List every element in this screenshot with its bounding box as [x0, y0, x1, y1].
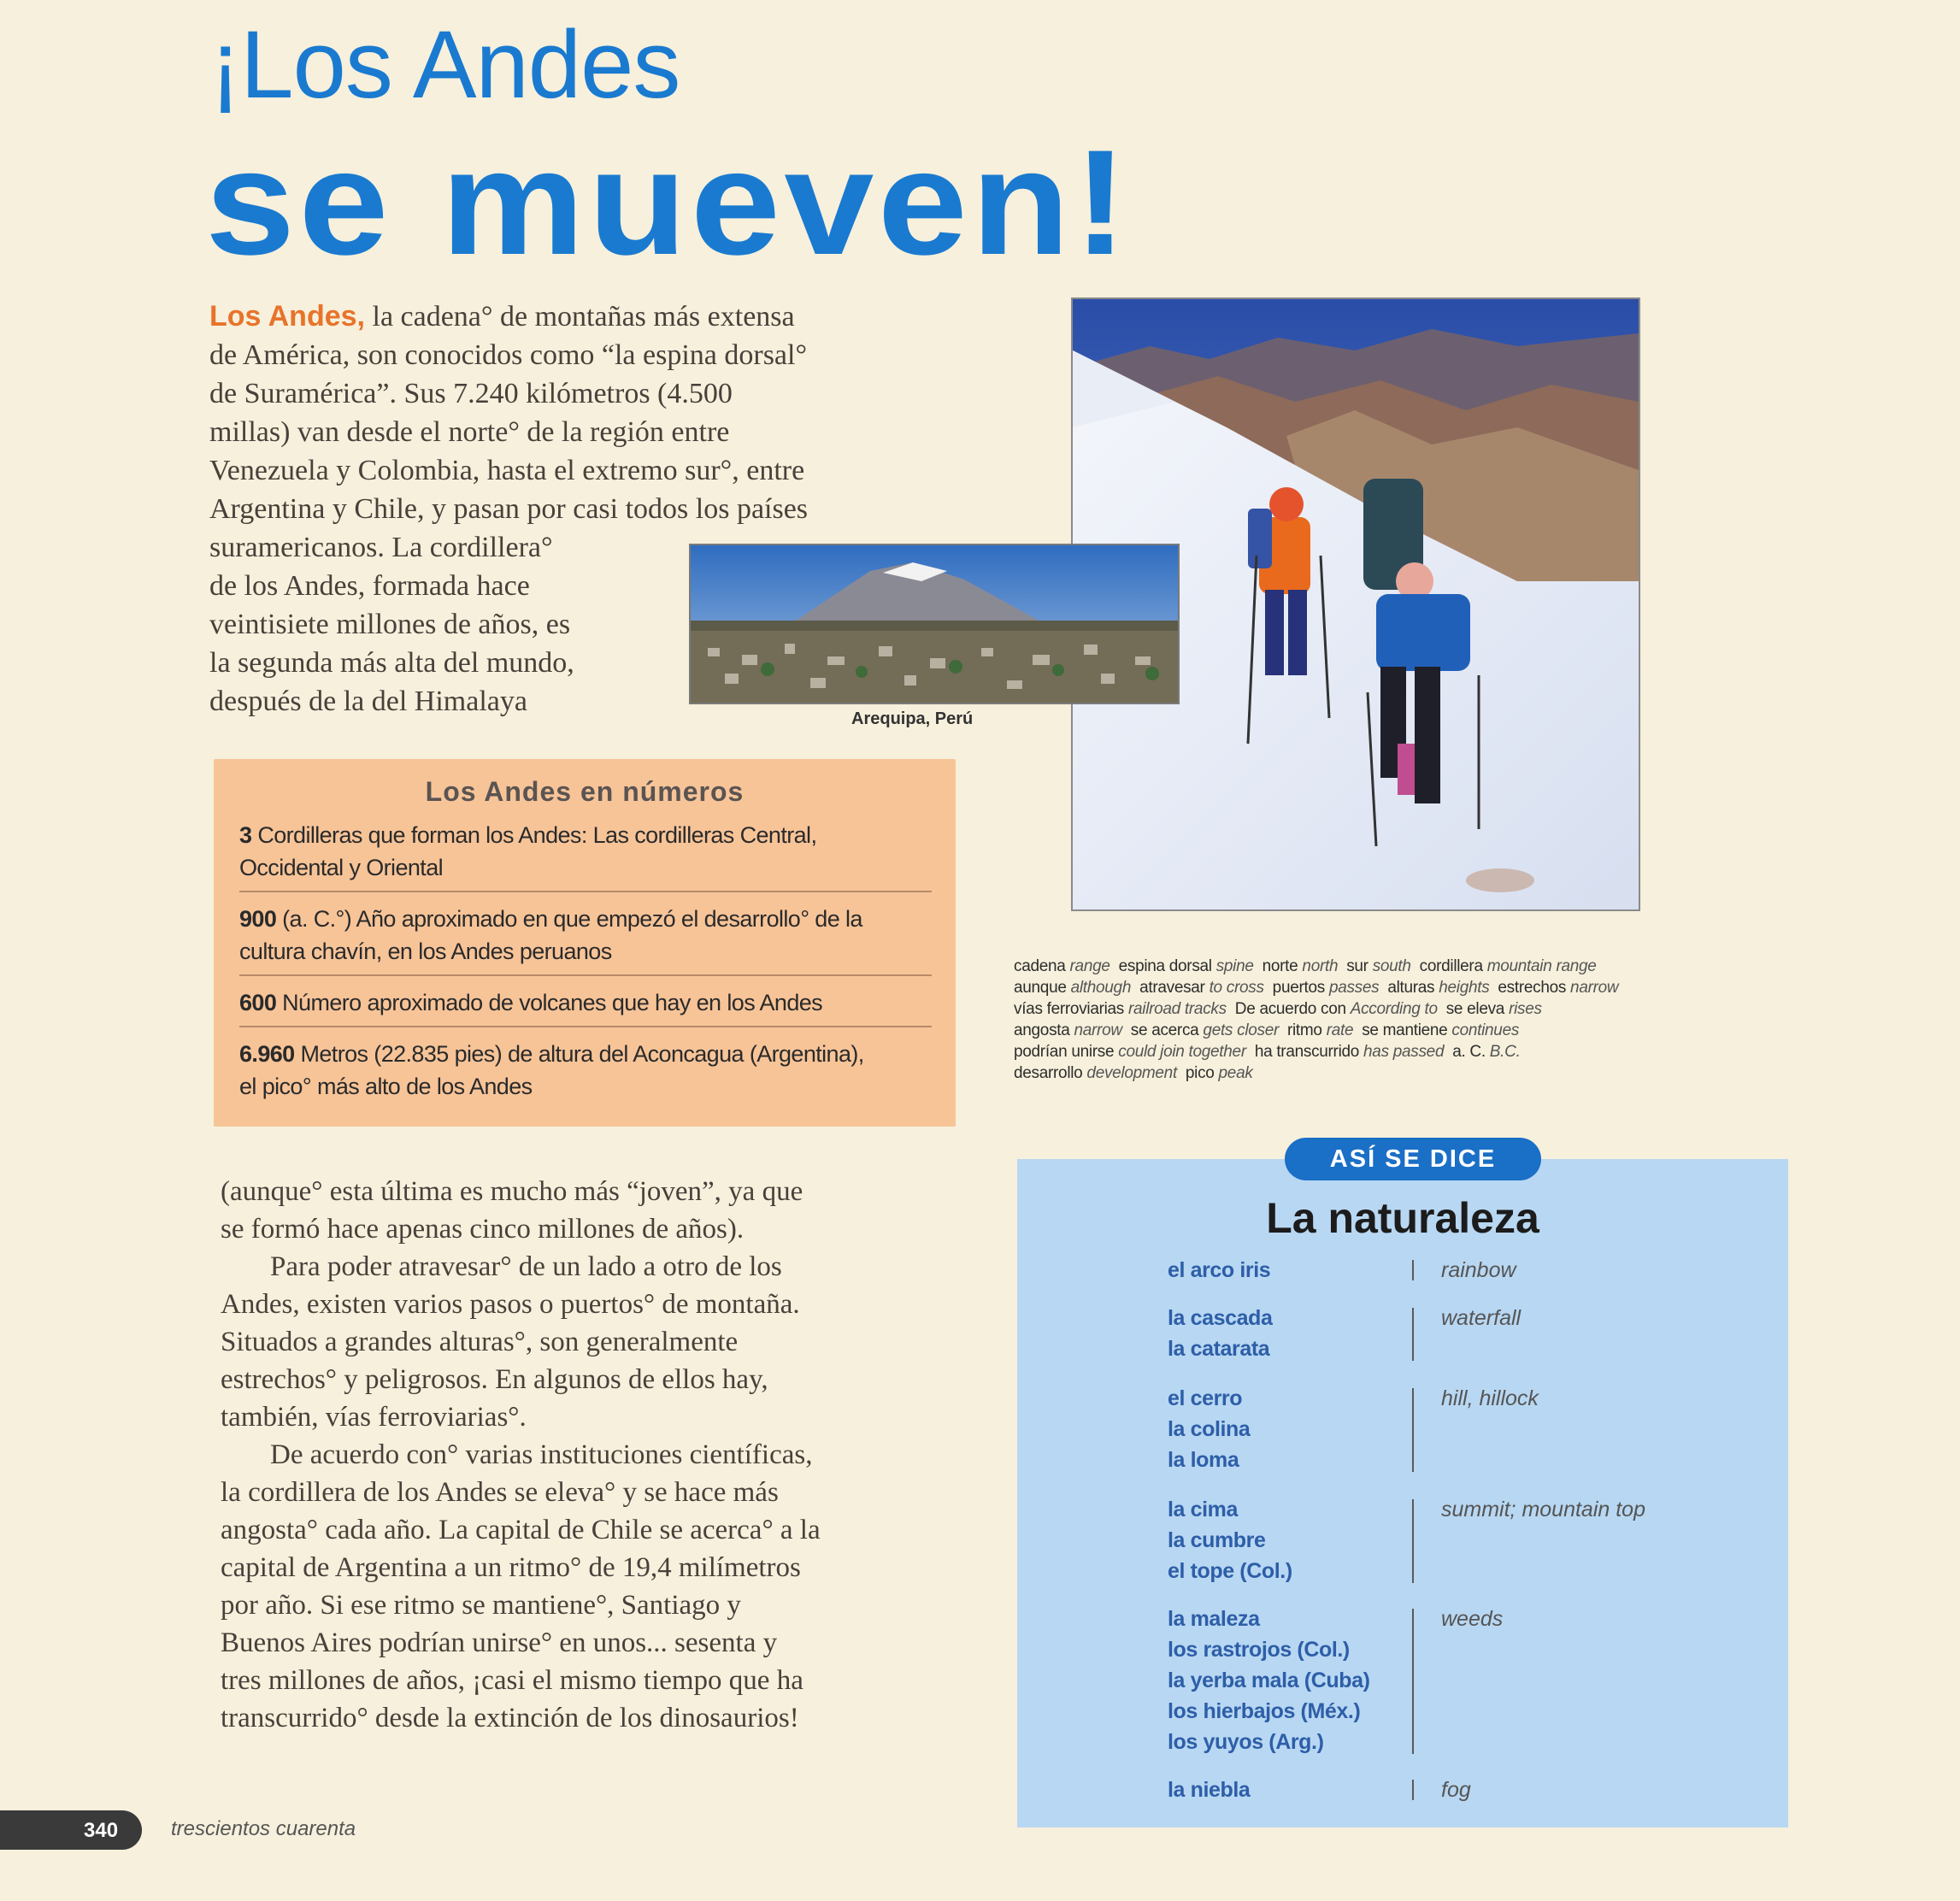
vocab-group-es: la niebla [1168, 1778, 1251, 1802]
body-line: Situados a grandes alturas°, son generalmente [221, 1327, 739, 1357]
intro-line: Argentina y Chile, y pasan por casi todos los países [209, 493, 809, 525]
glossary-line: vías ferroviarias railroad tracks De acuerdo con According to se eleva rises [1014, 1000, 1542, 1018]
asi-se-dice-box [1017, 1159, 1788, 1827]
numbers-row-value: 600 [239, 990, 277, 1015]
vocab-group-en: rainbow [1441, 1258, 1516, 1282]
body-line: estrechos° y peligrosos. En algunos de ellos hay, [221, 1364, 768, 1395]
numbers-row: 900 (a. C.°) Año aproximado en que empezó el desarrollo° de la cultura chavín, en los Andes peruanos [239, 906, 862, 964]
numbers-row: 6.960 Metros (22.835 pies) de altura del Aconcagua (Argentina), el pico° más alto de los Andes [239, 1041, 864, 1099]
body-line: De acuerdo con° varias instituciones científicas, [270, 1439, 813, 1470]
intro-line: Los Andes, la cadena° de montañas más extensa [209, 300, 795, 333]
vocab-group-en: waterfall [1441, 1306, 1522, 1330]
vocab-group-es: la cascada la catarata [1168, 1306, 1273, 1361]
title-line-2: se mueven! [205, 120, 1132, 286]
numbers-row: 600 Número aproximado de volcanes que hay en los Andes [239, 990, 823, 1015]
vocab-group-en: summit; mountain top [1441, 1498, 1645, 1521]
vocab-group-en: hill, hillock [1441, 1386, 1539, 1410]
intro-line: después de la del Himalaya [209, 686, 527, 717]
body-line: también, vías ferroviarias°. [221, 1402, 527, 1433]
body-line: angosta° cada año. La capital de Chile se acerca° a la [221, 1515, 821, 1545]
body-line: se formó hace apenas cinco millones de años). [221, 1214, 745, 1245]
glossary-line: podrían unirse could join together ha transcurrido has passed a. C. B.C. [1014, 1043, 1521, 1061]
intro-line: de los Andes, formada hace [209, 570, 530, 602]
intro-line: millas) van desde el norte° de la región entre [209, 416, 730, 448]
body-line: Para poder atravesar° de un lado a otro de los [270, 1251, 782, 1282]
numbers-row-value: 900 [239, 906, 277, 932]
body-line: Buenos Aires podrían unirse° en unos... sesenta y [221, 1627, 778, 1658]
page-number: 340 [84, 1819, 119, 1842]
body-line: transcurrido° desde la extinción de los dinosaurios! [221, 1703, 799, 1733]
numbers-box [214, 759, 956, 1127]
vocab-divider [1412, 1499, 1414, 1583]
vocab-group-en: fog [1441, 1778, 1471, 1802]
intro-line: veintisiete millones de años, es [209, 609, 571, 640]
title-line-1: ¡Los Andes [209, 11, 680, 118]
glossary-line: angosta narrow se acerca gets closer ritmo rate se mantiene continues [1014, 1021, 1520, 1039]
body-line: tres millones de años, ¡casi el mismo tiempo que ha [221, 1665, 803, 1696]
vocab-group-es: la maleza los rastrojos (Col.) la yerba mala (Cuba) los hierbajos (Méx.) los yuyos (Arg.) [1168, 1607, 1370, 1754]
vocab-divider [1412, 1388, 1414, 1472]
vocab-divider [1412, 1308, 1414, 1361]
numbers-divider [239, 1026, 932, 1027]
page-number-words: trescientos cuarenta [171, 1817, 356, 1840]
body-line: (aunque° esta última es mucho más “joven”, ya que [221, 1176, 803, 1207]
body-line: por año. Si ese ritmo se mantiene°, Santiago y [221, 1590, 741, 1621]
intro-line: Venezuela y Colombia, hasta el extremo sur°, entre [209, 455, 805, 486]
photo-caption: Arequipa, Perú [851, 709, 974, 728]
intro-line: de América, son conocidos como “la espina dorsal° [209, 339, 808, 371]
glossary-line: aunque although atravesar to cross puertos passes alturas heights estrechos narrow [1014, 979, 1619, 997]
arequipa-photo [689, 544, 1180, 704]
intro-lead: Los Andes, [209, 300, 365, 333]
glossary-line: desarrollo development pico peak [1014, 1064, 1253, 1082]
vocab-divider [1412, 1609, 1414, 1754]
glossary [1014, 956, 1618, 1084]
body-line: Andes, existen varios pasos o puertos° de montaña. [221, 1289, 800, 1320]
numbers-row-value: 3 [239, 822, 252, 848]
intro-line: la segunda más alta del mundo, [209, 647, 574, 679]
body-line: la cordillera de los Andes se eleva° y se hace más [221, 1477, 779, 1508]
vocab-group-es: el arco iris [1168, 1258, 1271, 1282]
intro-line: suramericanos. La cordillera° [209, 532, 553, 563]
vocab-divider [1412, 1780, 1414, 1800]
glossary-line: cadena range espina dorsal spine norte north sur south cordillera mountain range [1014, 957, 1597, 975]
asi-se-dice-title: La naturaleza [1266, 1194, 1539, 1242]
body-paragraphs [221, 1173, 821, 1737]
numbers-row: 3 Cordilleras que forman los Andes: Las cordilleras Central, Occidental y Oriental [239, 822, 817, 880]
vocab-divider [1412, 1260, 1414, 1280]
numbers-box-title: Los Andes en números [425, 776, 745, 807]
page-number-tab [0, 1810, 142, 1850]
numbers-divider [239, 974, 932, 976]
vocab-group-en: weeds [1441, 1607, 1504, 1631]
vocab-group-es: el cerro la colina la loma [1168, 1386, 1251, 1472]
numbers-row-value: 6.960 [239, 1041, 295, 1067]
asi-se-dice-badge: ASÍ SE DICE [1285, 1138, 1541, 1180]
body-line: capital de Argentina a un ritmo° de 19,4 milímetros [221, 1552, 801, 1583]
vocab-group-es: la cima la cumbre el tope (Col.) [1168, 1498, 1292, 1583]
intro-line: de Suramérica”. Sus 7.240 kilómetros (4.500 [209, 378, 733, 409]
numbers-divider [239, 891, 932, 892]
